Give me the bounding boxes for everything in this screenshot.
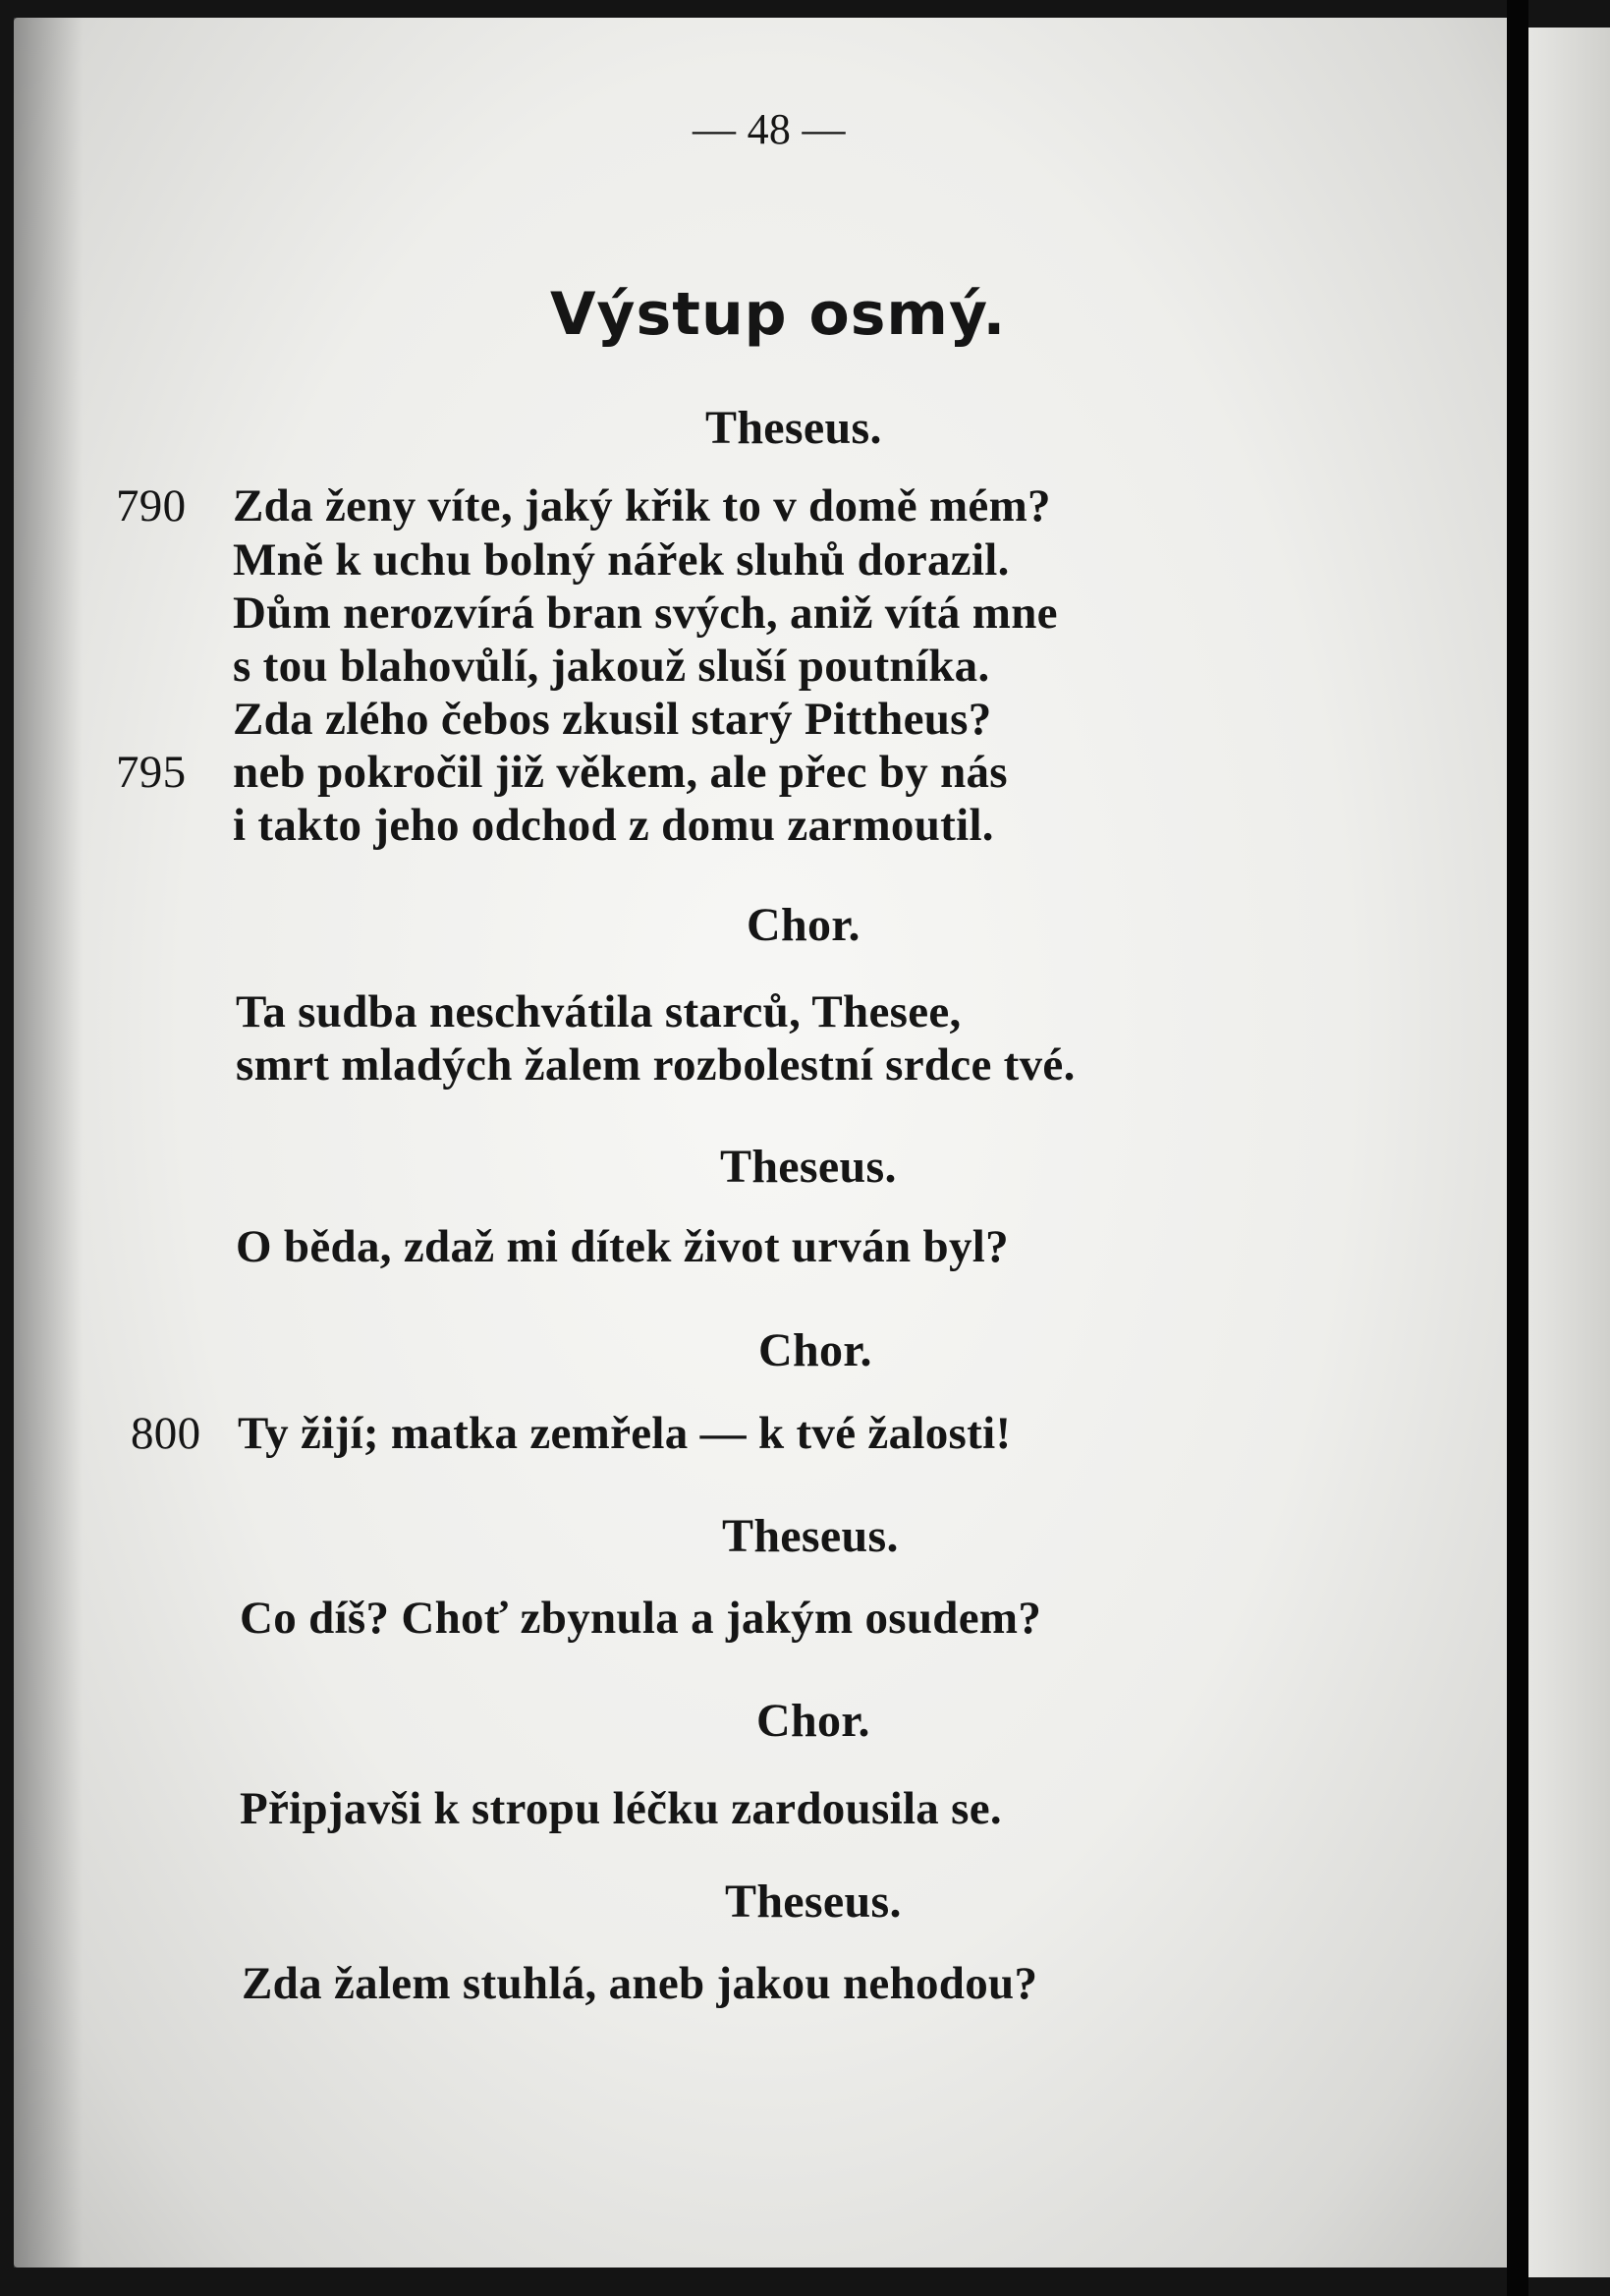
- line-number: 795: [116, 747, 187, 798]
- verse-line: Co díš? Choť zbynula a jakým osudem?: [240, 1593, 1042, 1644]
- speaker-name: Chor.: [747, 899, 861, 951]
- line-number: 790: [116, 480, 187, 532]
- verse-line: O běda, zdaž mi dítek život urván byl?: [236, 1221, 1009, 1272]
- speaker-name: Chor.: [756, 1695, 870, 1747]
- verse-line: Připjavši k stropu léčku zardousila se.: [240, 1783, 1002, 1834]
- speaker-name: Chor.: [758, 1324, 872, 1376]
- verse-line: Zda žalem stuhlá, aneb jakou nehodou?: [242, 1958, 1038, 2009]
- scene-title: Výstup osmý.: [550, 280, 1007, 349]
- verse-line: Zda zlého čebos zkusil starý Pittheus?: [233, 694, 992, 745]
- verse-line: Ta sudba neschvátila starců, Thesee,: [236, 986, 962, 1037]
- verse-line: Dům nerozvírá bran svých, aniž vítá mne: [233, 588, 1058, 639]
- verse-line: Ty žijí; matka zemřela — k tvé žalosti!: [238, 1408, 1012, 1459]
- book-gutter: [1507, 0, 1528, 2296]
- speaker-name: Theseus.: [722, 1510, 899, 1562]
- verse-line: i takto jeho odchod z domu zarmoutil.: [233, 800, 994, 851]
- verse-line: smrt mladých žalem rozbolestní srdce tvé.: [236, 1039, 1076, 1091]
- page-number: — 48 —: [693, 105, 846, 153]
- binding-shadow: [14, 18, 83, 2268]
- line-number: 800: [131, 1408, 201, 1459]
- verse-line: Mně k uchu bolný nářek sluhů dorazil.: [233, 534, 1010, 586]
- speaker-name: Theseus.: [720, 1141, 897, 1193]
- speaker-name: Theseus.: [705, 402, 882, 454]
- verse-line: s tou blahovůlí, jakouž sluší poutníka.: [233, 641, 990, 692]
- facing-page-edge: [1528, 28, 1610, 2277]
- verse-line: neb pokročil již věkem, ale přec by nás: [233, 747, 1008, 798]
- verse-line: Zda ženy víte, jaký křik to v domě mém?: [233, 480, 1051, 532]
- speaker-name: Theseus.: [725, 1876, 902, 1928]
